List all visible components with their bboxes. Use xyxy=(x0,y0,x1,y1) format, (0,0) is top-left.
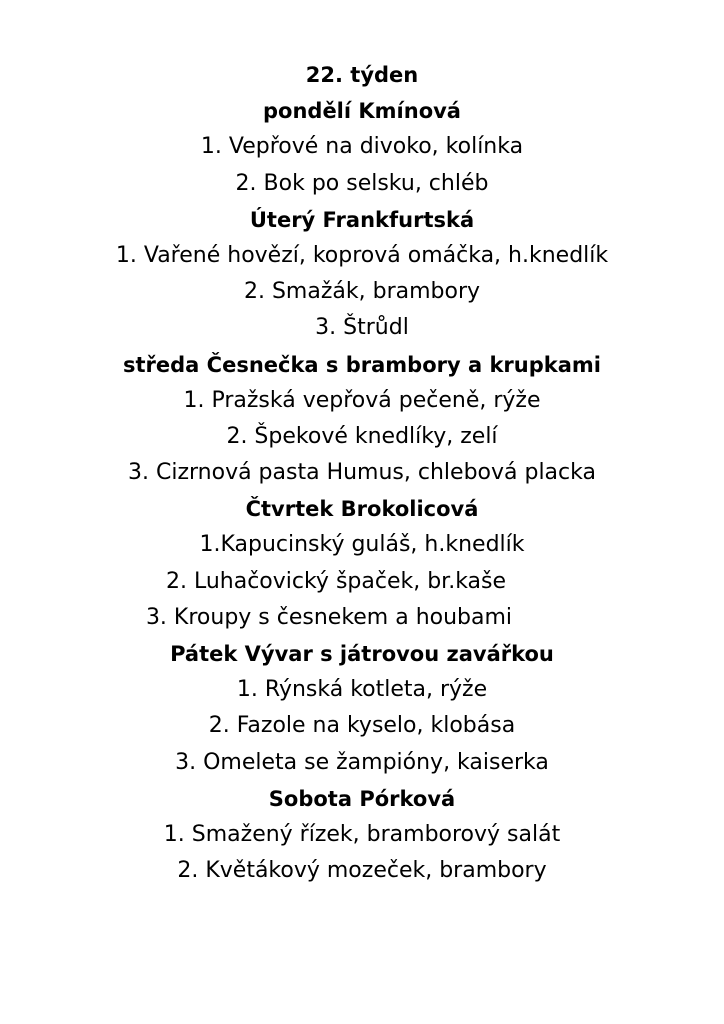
weekly-menu xyxy=(0,57,724,889)
day-heading-tuesday: Úterý Frankfurtská xyxy=(249,207,475,232)
menu-item: 2. Smažák, brambory xyxy=(243,279,481,305)
menu-item: 3. Kroupy s česnekem a houbami xyxy=(145,604,513,630)
day-heading-wednesday: středa Česnečka s brambory a krupkami xyxy=(123,352,601,377)
day-heading-monday: pondělí Kmínová xyxy=(263,99,461,124)
menu-item: 1.Kapucinský guláš, h.knedlík xyxy=(199,532,525,558)
menu-item: 3. Cizrnová pasta Humus, chlebová placka xyxy=(128,460,596,486)
week-title: 22. týden xyxy=(305,63,419,87)
menu-item: 1. Vepřové na divoko, kolínka xyxy=(200,134,524,160)
day-heading-saturday: Sobota Pórková xyxy=(268,786,456,811)
menu-item: 1. Pražská vepřová pečeně, rýže xyxy=(183,387,541,413)
menu-item: 1. Smažený řízek, bramborový salát xyxy=(163,821,561,847)
menu-item: 3. Omeleta se žampióny, kaiserka xyxy=(175,749,549,775)
menu-item: 2. Luhačovický špaček, br.kaše xyxy=(165,568,507,594)
menu-item: 1. Rýnská kotleta, rýže xyxy=(236,677,488,703)
menu-item: 3. Štrůdl xyxy=(315,315,409,341)
menu-item: 2. Špekové knedlíky, zelí xyxy=(226,423,498,449)
menu-item: 2. Bok po selsku, chléb xyxy=(235,170,489,196)
menu-item: 2. Květákový mozeček, brambory xyxy=(177,858,547,884)
menu-item: 1. Vařené hovězí, koprová omáčka, h.knedlík xyxy=(115,242,609,268)
day-heading-friday: Pátek Vývar s játrovou zavářkou xyxy=(170,642,554,666)
day-heading-thursday: Čtvrtek Brokolicová xyxy=(245,497,479,522)
menu-item: 2. Fazole na kyselo, klobása xyxy=(208,713,516,739)
